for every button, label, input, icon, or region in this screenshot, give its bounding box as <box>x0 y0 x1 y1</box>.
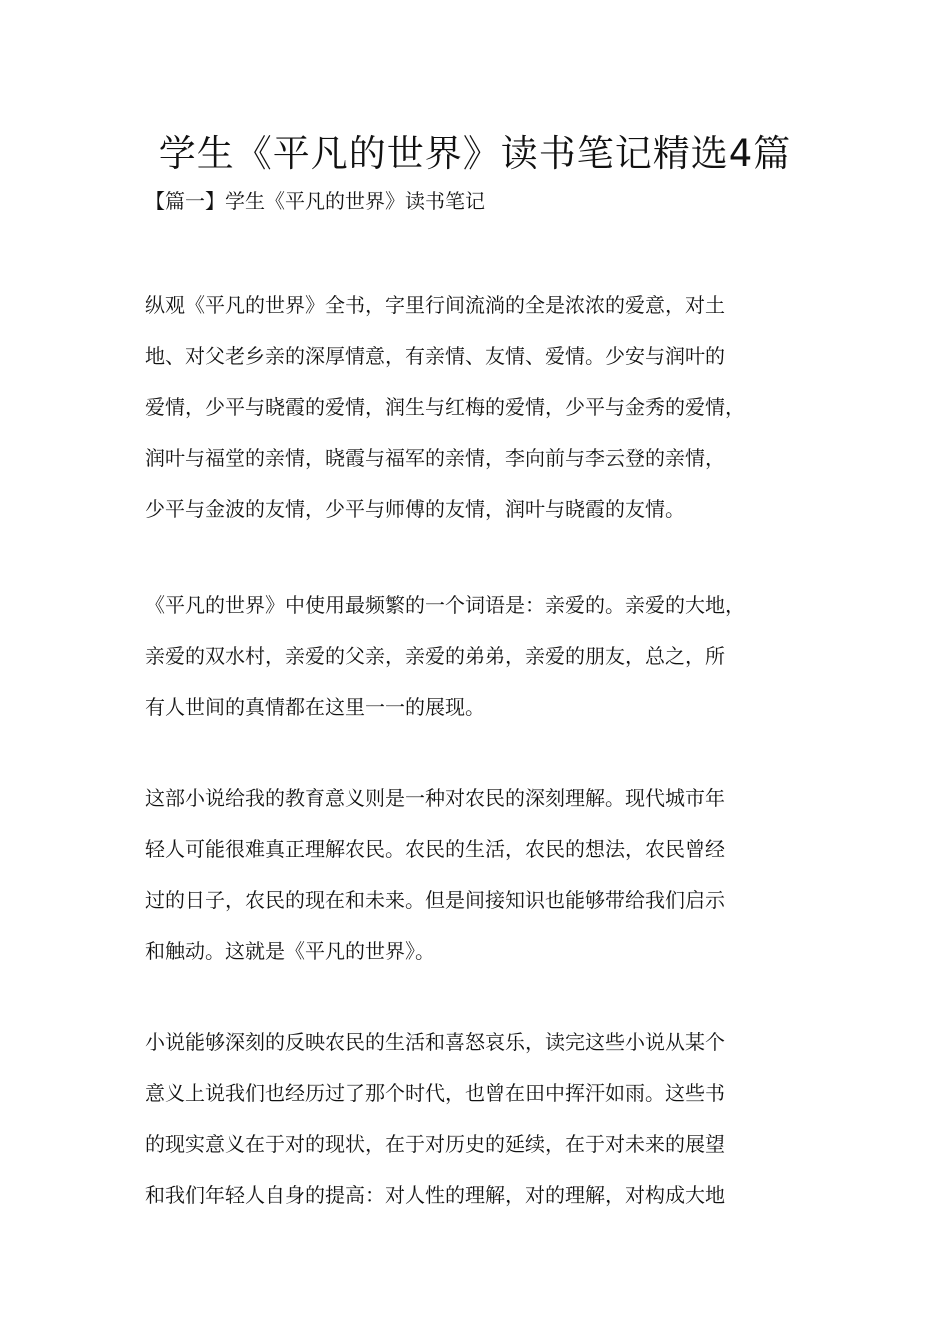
section-heading: 【篇一】学生《平凡的世界》读书笔记 <box>145 189 485 213</box>
paragraph-line: 爱情，少平与晓霞的爱情，润生与红梅的爱情，少平与金秀的爱情， <box>145 395 745 419</box>
paragraph-line: 润叶与福堂的亲情，晓霞与福军的亲情，李向前与李云登的亲情， <box>145 446 725 470</box>
paragraph-line: 小说能够深刻的反映农民的生活和喜怒哀乐，读完这些小说从某个 <box>145 1030 725 1054</box>
paragraph-line: 和触动。这就是《平凡的世界》。 <box>145 939 435 963</box>
paragraph-3 <box>145 773 825 977</box>
paragraph-line: 亲爱的双水村，亲爱的父亲，亲爱的弟弟，亲爱的朋友，总之，所 <box>145 644 725 668</box>
paragraph-4 <box>145 1017 825 1221</box>
paragraph-line: 《平凡的世界》中使用最频繁的一个词语是：亲爱的。亲爱的大地， <box>145 593 745 617</box>
paragraph-line: 有人世间的真情都在这里一一的展现。 <box>145 695 485 719</box>
paragraph-line: 过的日子，农民的现在和未来。但是间接知识也能够带给我们启示 <box>145 888 725 912</box>
paragraph-line: 少平与金波的友情，少平与师傅的友情，润叶与晓霞的友情。 <box>145 497 685 521</box>
paragraph-line: 纵观《平凡的世界》全书，字里行间流淌的全是浓浓的爱意，对土 <box>145 293 725 317</box>
paragraph-line: 轻人可能很难真正理解农民。农民的生活，农民的想法，农民曾经 <box>145 837 725 861</box>
paragraph-line: 意义上说我们也经历过了那个时代，也曾在田中挥汗如雨。这些书 <box>145 1081 725 1105</box>
paragraph-2 <box>145 580 825 733</box>
paragraph-line: 的现实意义在于对的现状，在于对历史的延续，在于对未来的展望 <box>145 1132 725 1156</box>
paragraph-line: 和我们年轻人自身的提高：对人性的理解，对的理解，对构成大地 <box>145 1183 725 1207</box>
paragraph-1 <box>145 280 825 535</box>
paragraph-line: 这部小说给我的教育意义则是一种对农民的深刻理解。现代城市年 <box>145 786 725 810</box>
paragraph-line: 地、对父老乡亲的深厚情意，有亲情、友情、爱情。少安与润叶的 <box>145 344 725 368</box>
document-title: 学生《平凡的世界》读书笔记精选4篇 <box>158 132 792 175</box>
